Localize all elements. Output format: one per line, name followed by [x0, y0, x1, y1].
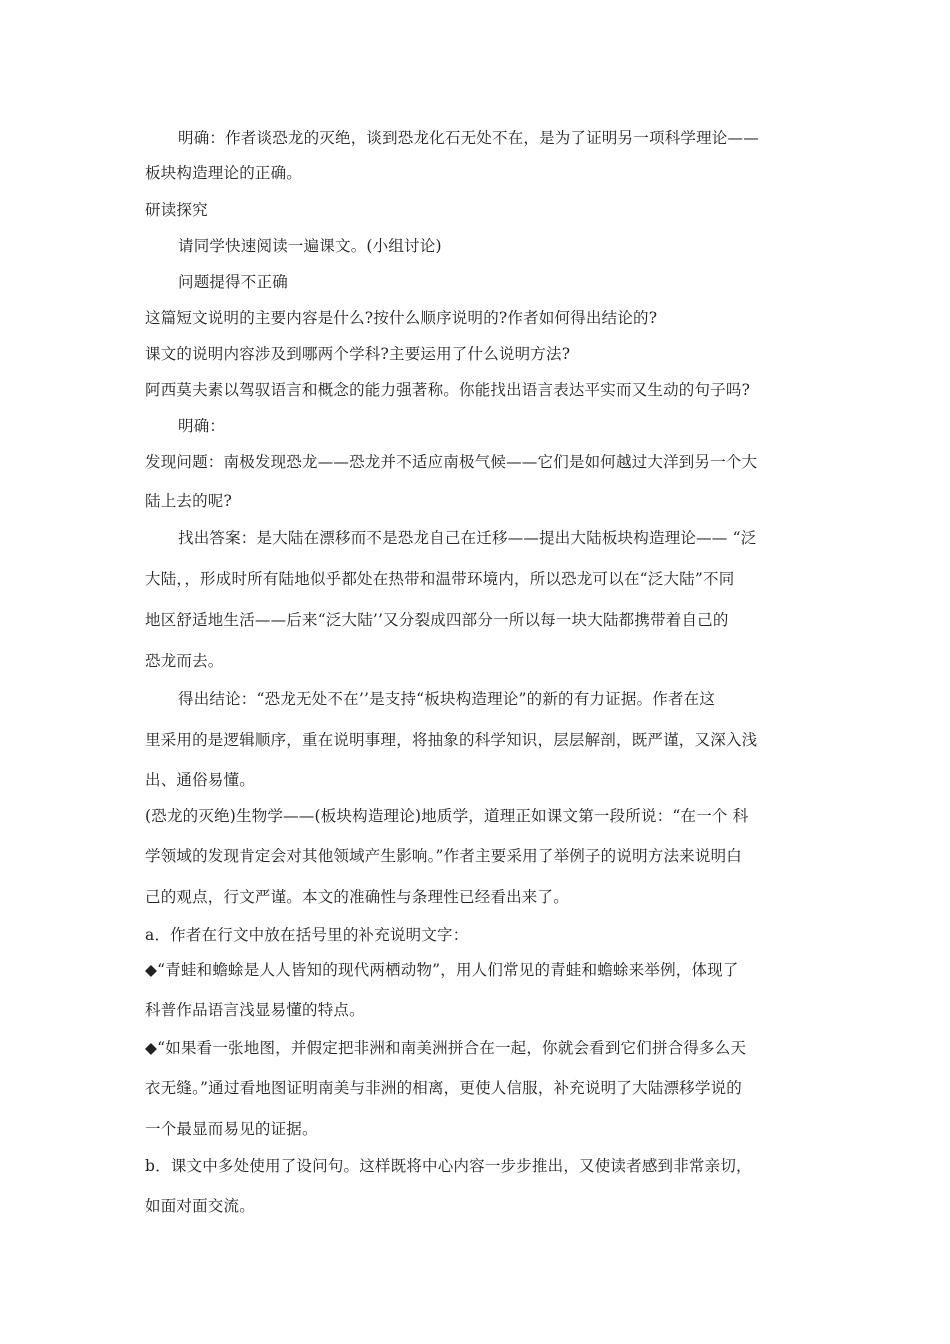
bullet-line: ◆“如果看一张地图，并假定把非洲和南美洲拼合在一起，你就会看到它们拼合得多么天 — [145, 1039, 747, 1057]
text-line: 明确： — [178, 417, 226, 435]
text-line: 出、通俗易懂。 — [145, 771, 255, 789]
text-line: 板块构造理论的正确。 — [145, 164, 303, 182]
section-heading: 研读探究 — [145, 201, 208, 219]
text-line: 科普作品语言浅显易懂的特点。 — [145, 1001, 365, 1019]
question-line: 阿西莫夫素以驾驭语言和概念的能力强著称。你能找出语言表达平实而又生动的句子吗? — [145, 381, 751, 399]
text-line: 地区舒适地生活——后来“泛大陆’’又分裂成四部分一所以每一块大陆都携带着自己的 — [145, 611, 729, 629]
text-line: 恐龙而去。 — [145, 652, 224, 670]
text-line: 一个最显而易见的证据。 — [145, 1120, 318, 1138]
text-line: b．课文中多处使用了设问句。这样既将中心内容一步步推出，又使读者感到非常亲切， — [145, 1157, 752, 1175]
text-line: 里采用的是逻辑顺序，重在说明事理，将抽象的科学知识，层层解剖，既严谨，又深入浅 — [145, 731, 758, 749]
question-line: 这篇短文说明的主要内容是什么?按什么顺序说明的?作者如何得出结论的? — [145, 309, 658, 327]
text-line: 己的观点，行文严谨。本文的准确性与条理性已经看出来了。 — [145, 888, 569, 906]
text-line: 大陆，，形成时所有陆地似乎都处在热带和温带环境内，所以恐龙可以在“泛大陆”不同 — [145, 570, 735, 588]
question-line: 课文的说明内容涉及到哪两个学科?主要运用了什么说明方法? — [145, 345, 571, 363]
text-line: 找出答案：是大陆在漂移而不是恐龙自己在迁移——提出大陆板块构造理论—— “泛 — [178, 529, 757, 547]
text-line: 学领域的发现肯定会对其他领域产生影响。”作者主要采用了举例子的说明方法来说明白 — [145, 847, 742, 865]
text-line: 请同学快速阅读一遍课文。(小组讨论) — [178, 237, 442, 255]
text-line: 陆上去的呢? — [145, 492, 233, 510]
text-line: a．作者在行文中放在括号里的补充说明文字： — [145, 926, 469, 944]
text-line: (恐龙的灭绝)生物学——(板块构造理论)地质学，道理正如课文第一段所说：“在一个 科 — [145, 807, 749, 825]
text-line: 问题提得不正确 — [178, 273, 288, 291]
bullet-line: ◆“青蛙和蟾蜍是人人皆知的现代两栖动物”，用人们常见的青蛙和蟾蜍来举例，体现了 — [145, 961, 739, 979]
text-line: 明确：作者谈恐龙的灭绝，谈到恐龙化石无处不在，是为了证明另一项科学理论—— — [178, 129, 759, 147]
text-line: 得出结论：“恐龙无处不在’’是支持“板块构造理论”的新的有力证据。作者在这 — [178, 690, 716, 708]
text-line: 发现问题：南极发现恐龙——恐龙并不适应南极气候——它们是如何越过大洋到另一个大 — [145, 453, 758, 471]
text-line: 如面对面交流。 — [145, 1197, 255, 1215]
text-line: 衣无缝。”通过看地图证明南美与非洲的相离，更使人信服，补充说明了大陆漂移学说的 — [145, 1079, 742, 1097]
